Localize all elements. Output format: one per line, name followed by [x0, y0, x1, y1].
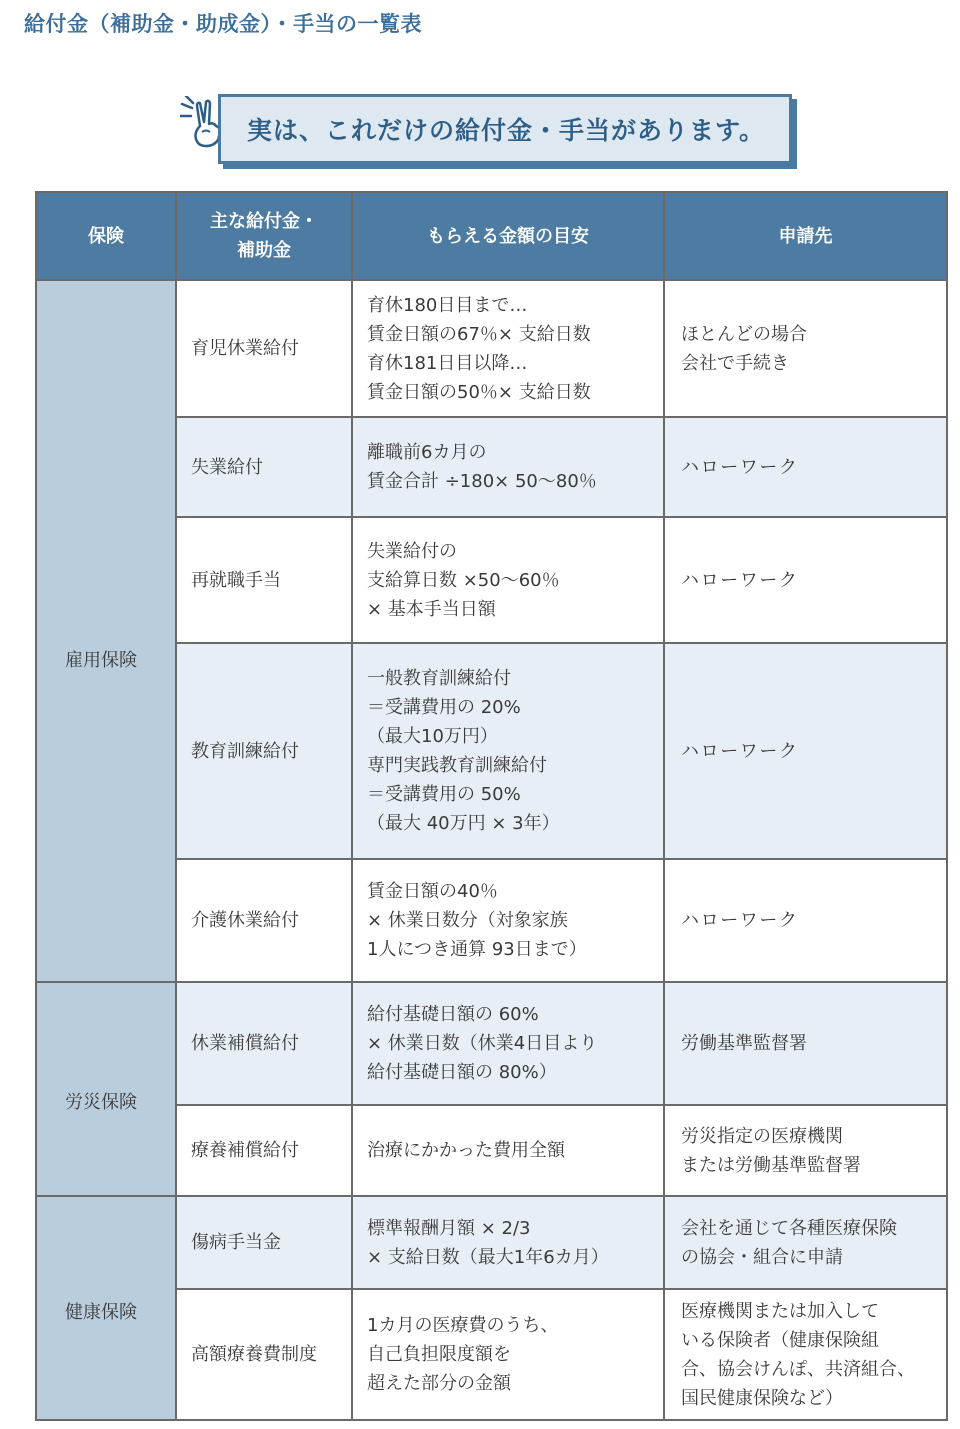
amount-line: 賃金日額の50％× 支給日数: [367, 381, 591, 403]
applicant-line: ハローワーク: [681, 740, 799, 762]
benefit-name: 介護休業給付: [176, 859, 352, 982]
header-amount: もらえる金額の目安: [352, 192, 664, 280]
applicant: [664, 1105, 947, 1196]
benefit-amount: [352, 643, 664, 859]
amount-line: 治療にかかった費用全額: [367, 1140, 565, 1161]
applicant-line: 会社を通じて各種医療保険: [681, 1217, 897, 1239]
amount-line: 一般教育訓練給付: [367, 668, 511, 689]
applicant-line: ハローワーク: [681, 569, 799, 591]
banner-box: [218, 94, 792, 164]
insurance-cell: 健康保険: [36, 1196, 176, 1420]
applicant-line: ハローワーク: [681, 456, 799, 478]
table-row: [36, 280, 947, 417]
amount-line: 給付基礎日額の 60%: [367, 1004, 539, 1025]
amount-line: 失業給付の: [367, 540, 457, 562]
applicant: [664, 280, 947, 417]
insurance-cell: 労災保険: [36, 982, 176, 1196]
amount-line: 育休180日目まで…: [367, 294, 528, 316]
benefit-name: 高額療養費制度: [176, 1289, 352, 1420]
applicant-line: 会社で手続き: [681, 352, 789, 374]
amount-line: 1人につき通算 93日まで）: [367, 939, 587, 960]
insurance-cell: 雇用保険: [36, 280, 176, 982]
benefit-amount: [352, 1196, 664, 1289]
amount-line: 超えた部分の金額: [367, 1373, 511, 1394]
benefit-name: 療養補償給付: [176, 1105, 352, 1196]
amount-line: 賃金日額の67％× 支給日数: [367, 323, 591, 345]
applicant-line: 合、協会けんぽ、共済組合、: [681, 1358, 915, 1380]
benefit-name: 教育訓練給付: [176, 643, 352, 859]
header-insurance: 保険: [36, 192, 176, 280]
banner-text: 実は、これだけの給付金・手当があります。: [247, 116, 766, 145]
applicant: [664, 643, 947, 859]
benefit-name: 育児休業給付: [176, 280, 352, 417]
amount-line: × 休業日数（休業4日目より: [367, 1033, 598, 1054]
benefit-amount: [352, 1105, 664, 1196]
page-title: 給付金（補助金・助成金）・手当の一覧表: [24, 12, 422, 36]
benefit-amount: [352, 982, 664, 1105]
amount-line: × 基本手当日額: [367, 598, 496, 620]
amount-line: 離職前6カ月の: [367, 442, 487, 463]
amount-line: 賃金日額の40％: [367, 881, 498, 902]
applicant: [664, 517, 947, 643]
applicant-line: ほとんどの場合: [681, 323, 807, 345]
amount-line: 支給算日数 ×50～60％: [367, 569, 560, 591]
amount-line: ＝受講費用の 20%: [367, 697, 521, 718]
benefit-name: 休業補償給付: [176, 982, 352, 1105]
applicant-line: または労働基準監督署: [681, 1154, 861, 1176]
applicant: [664, 982, 947, 1105]
benefit-amount: [352, 417, 664, 517]
amount-line: × 支給日数（最大1年6カ月）: [367, 1246, 609, 1268]
applicant: [664, 1289, 947, 1420]
table-header-row: [36, 192, 947, 280]
header-applicant: 申請先: [664, 192, 947, 280]
amount-line: 育休181日目以降…: [367, 352, 528, 374]
benefit-name: 傷病手当金: [176, 1196, 352, 1289]
benefits-table: [35, 191, 948, 1421]
applicant-line: 国民健康保険など）: [681, 1387, 843, 1409]
amount-line: × 休業日数分（対象家族: [367, 910, 568, 931]
benefit-name: 再就職手当: [176, 517, 352, 643]
benefit-amount: [352, 1289, 664, 1420]
amount-line: （最大10万円）: [367, 726, 498, 747]
header-benefit-line-2: 補助金: [237, 240, 291, 261]
amount-line: 専門実践教育訓練給付: [367, 755, 547, 776]
amount-line: 自己負担限度額を: [367, 1344, 511, 1365]
applicant-line: 医療機関または加入して: [681, 1300, 879, 1322]
applicant-line: ハローワーク: [681, 910, 799, 931]
table-row: [36, 982, 947, 1105]
applicant: [664, 1196, 947, 1289]
benefit-amount: [352, 517, 664, 643]
table-row: [36, 1196, 947, 1289]
header-benefit: [176, 192, 352, 280]
applicant: [664, 859, 947, 982]
amount-line: 賃金合計 ÷180× 50～80％: [367, 471, 597, 492]
header-benefit-line-1: 主な給付金・: [210, 211, 318, 232]
amount-line: 1カ月の医療費のうち、: [367, 1315, 559, 1336]
amount-line: 給付基礎日額の 80%）: [367, 1062, 557, 1083]
benefit-amount: [352, 280, 664, 417]
applicant-line: いる保険者（健康保険組: [681, 1329, 879, 1351]
benefit-amount: [352, 859, 664, 982]
amount-line: ＝受講費用の 50%: [367, 784, 521, 805]
applicant-line: 労災指定の医療機関: [681, 1125, 843, 1147]
applicant-line: の協会・組合に申請: [681, 1246, 843, 1268]
amount-line: （最大 40万円 × 3年）: [367, 813, 560, 834]
benefit-name: 失業給付: [176, 417, 352, 517]
applicant-line: 労働基準監督署: [681, 1033, 807, 1054]
amount-line: 標準報酬月額 × 2/3: [367, 1217, 531, 1239]
applicant: [664, 417, 947, 517]
